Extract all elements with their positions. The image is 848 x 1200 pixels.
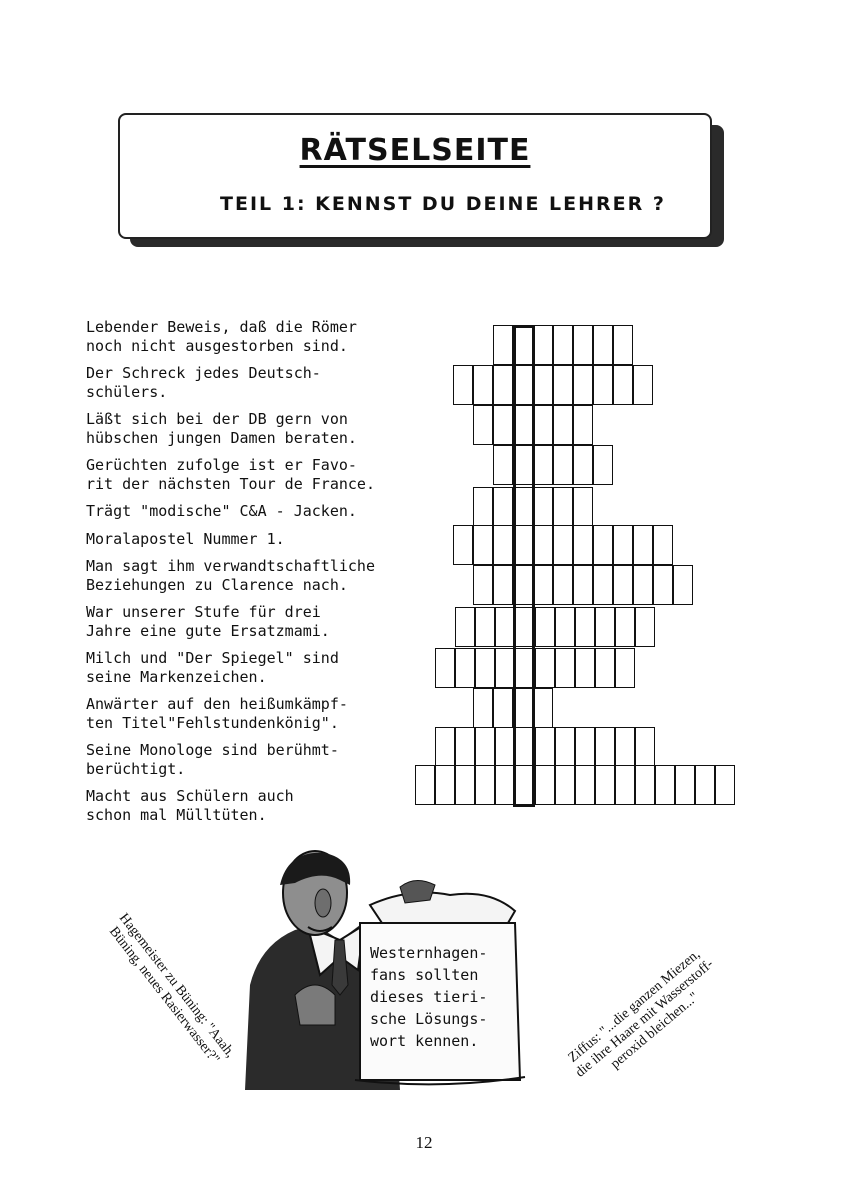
crossword-cell[interactable] bbox=[535, 765, 555, 805]
crossword-cell[interactable] bbox=[535, 648, 555, 688]
crossword-cell[interactable] bbox=[475, 648, 495, 688]
crossword-cell[interactable] bbox=[593, 445, 613, 485]
crossword-cell[interactable] bbox=[435, 765, 455, 805]
solution-column-highlight bbox=[513, 325, 535, 807]
clue-2: Der Schreck jedes Deutsch- schülers. bbox=[86, 364, 321, 401]
crossword-cell[interactable] bbox=[575, 727, 595, 767]
page-number: 12 bbox=[415, 1133, 433, 1152]
crossword-cell[interactable] bbox=[535, 727, 555, 767]
crossword-cell[interactable] bbox=[473, 565, 493, 605]
crossword-cell[interactable] bbox=[493, 487, 513, 527]
crossword-cell[interactable] bbox=[455, 727, 475, 767]
crossword-cell[interactable] bbox=[715, 765, 735, 805]
crossword-cell[interactable] bbox=[573, 487, 593, 527]
clue-1: Lebender Beweis, daß die Römer noch nicht ausgestorben sind. bbox=[86, 318, 357, 355]
crossword-cell[interactable] bbox=[473, 688, 493, 728]
title-box bbox=[118, 113, 712, 239]
page-title: RÄTSELSEITE bbox=[299, 133, 531, 168]
crossword-cell[interactable] bbox=[495, 607, 515, 647]
crossword-cell[interactable] bbox=[533, 688, 553, 728]
crossword-cell[interactable] bbox=[593, 365, 613, 405]
crossword-cell[interactable] bbox=[673, 565, 693, 605]
crossword-cell[interactable] bbox=[533, 405, 553, 445]
cartoon-scroll-text: Westernhagen- fans sollten dieses tieri- sche Lösungs- wort kennen. bbox=[370, 944, 488, 1050]
crossword-cell[interactable] bbox=[533, 565, 553, 605]
clue-8: War unserer Stufe für drei Jahre eine gute Ersatzmami. bbox=[86, 603, 330, 640]
clue-7: Man sagt ihm verwandtschaftliche Beziehungen zu Clarence nach. bbox=[86, 557, 375, 594]
clue-4: Gerüchten zufolge ist er Favo- rit der nächsten Tour de France. bbox=[86, 456, 375, 493]
crossword-cell[interactable] bbox=[613, 525, 633, 565]
crossword-cell[interactable] bbox=[555, 765, 575, 805]
crossword-cell[interactable] bbox=[553, 565, 573, 605]
crossword-cell[interactable] bbox=[415, 765, 435, 805]
crossword-cell[interactable] bbox=[595, 607, 615, 647]
crossword-cell[interactable] bbox=[455, 765, 475, 805]
clue-list bbox=[86, 318, 426, 833]
crossword-cell[interactable] bbox=[593, 565, 613, 605]
quote-left: Hagemeister zu Büning: "Aaah, Büning, neues Rasierwasser?" bbox=[106, 910, 238, 1067]
crossword-cell[interactable] bbox=[533, 365, 553, 405]
crossword-cell[interactable] bbox=[573, 405, 593, 445]
crossword-cell[interactable] bbox=[473, 487, 493, 527]
crossword-cell[interactable] bbox=[633, 565, 653, 605]
crossword-cell[interactable] bbox=[435, 648, 455, 688]
crossword-cell[interactable] bbox=[533, 445, 553, 485]
crossword-cell[interactable] bbox=[633, 525, 653, 565]
crossword-cell[interactable] bbox=[495, 765, 515, 805]
crossword-cell[interactable] bbox=[473, 365, 493, 405]
crossword-cell[interactable] bbox=[473, 405, 493, 445]
crossword-cell[interactable] bbox=[695, 765, 715, 805]
crossword-cell[interactable] bbox=[635, 727, 655, 767]
crossword-cell[interactable] bbox=[573, 525, 593, 565]
crossword-cell[interactable] bbox=[555, 607, 575, 647]
crossword-cell[interactable] bbox=[575, 765, 595, 805]
crossword-cell[interactable] bbox=[553, 325, 573, 365]
crossword-cell[interactable] bbox=[553, 365, 573, 405]
crossword-cell[interactable] bbox=[635, 765, 655, 805]
crossword-cell[interactable] bbox=[495, 727, 515, 767]
crossword-cell[interactable] bbox=[533, 487, 553, 527]
crossword-cell[interactable] bbox=[633, 365, 653, 405]
crossword-cell[interactable] bbox=[553, 405, 573, 445]
crossword-cell[interactable] bbox=[553, 525, 573, 565]
crossword-cell[interactable] bbox=[575, 648, 595, 688]
crossword-cell[interactable] bbox=[655, 765, 675, 805]
crossword-cell[interactable] bbox=[573, 365, 593, 405]
crossword-cell[interactable] bbox=[595, 648, 615, 688]
crossword-cell[interactable] bbox=[493, 688, 513, 728]
clue-6: Moralapostel Nummer 1. bbox=[86, 529, 285, 548]
crossword-cell[interactable] bbox=[495, 648, 515, 688]
crossword-cell[interactable] bbox=[533, 525, 553, 565]
crossword-cell[interactable] bbox=[615, 765, 635, 805]
crossword-cell[interactable] bbox=[573, 325, 593, 365]
crossword-cell[interactable] bbox=[493, 405, 513, 445]
crossword-cell[interactable] bbox=[595, 765, 615, 805]
crossword-cell[interactable] bbox=[653, 565, 673, 605]
clue-11: Seine Monologe sind berühmt- berüchtigt. bbox=[86, 741, 339, 778]
clue-9: Milch und "Der Spiegel" sind seine Markenzeichen. bbox=[86, 649, 339, 686]
crossword-cell[interactable] bbox=[615, 607, 635, 647]
crossword-cell[interactable] bbox=[555, 727, 575, 767]
crossword-cell[interactable] bbox=[675, 765, 695, 805]
crossword-cell[interactable] bbox=[535, 607, 555, 647]
crossword-cell[interactable] bbox=[653, 525, 673, 565]
page-subtitle: TEIL 1: KENNST DU DEINE LEHRER ? bbox=[220, 193, 666, 215]
clue-5: Trägt "modische" C&A - Jacken. bbox=[86, 502, 357, 520]
crossword-cell[interactable] bbox=[555, 648, 575, 688]
crossword-cell[interactable] bbox=[613, 365, 633, 405]
crossword-cell[interactable] bbox=[615, 648, 635, 688]
crossword-cell[interactable] bbox=[613, 565, 633, 605]
crossword-cell[interactable] bbox=[493, 365, 513, 405]
crossword-cell[interactable] bbox=[573, 445, 593, 485]
crossword-cell[interactable] bbox=[613, 325, 633, 365]
crossword-cell[interactable] bbox=[553, 487, 573, 527]
clue-10: Anwärter auf den heißumkämpf- ten Titel"Fehlstundenkönig". bbox=[86, 695, 348, 732]
clue-3: Läßt sich bei der DB gern von hübschen jungen Damen beraten. bbox=[86, 410, 357, 447]
crossword-cell[interactable] bbox=[475, 727, 495, 767]
crossword-cell[interactable] bbox=[455, 648, 475, 688]
crossword-cell[interactable] bbox=[635, 607, 655, 647]
crossword-cell[interactable] bbox=[455, 607, 475, 647]
clue-12: Macht aus Schülern auch schon mal Mülltüten. bbox=[86, 787, 294, 824]
crossword-cell[interactable] bbox=[475, 607, 495, 647]
crossword-cell[interactable] bbox=[593, 325, 613, 365]
crossword-cell[interactable] bbox=[595, 727, 615, 767]
crossword-cell[interactable] bbox=[475, 765, 495, 805]
crossword-cell[interactable] bbox=[575, 607, 595, 647]
quote-right: Ziffus: "...die ganzen Miezen, die ihre Haare mit Wasserstoff- peroxid bleichen..." bbox=[565, 947, 717, 1081]
crossword-cell[interactable] bbox=[593, 525, 613, 565]
crossword-cell[interactable] bbox=[493, 445, 513, 485]
crossword-cell[interactable] bbox=[573, 565, 593, 605]
crossword-cell[interactable] bbox=[533, 325, 553, 365]
crossword-cell[interactable] bbox=[493, 325, 513, 365]
crossword-cell[interactable] bbox=[435, 727, 455, 767]
crossword-cell[interactable] bbox=[473, 525, 493, 565]
crossword-cell[interactable] bbox=[453, 365, 473, 405]
crossword-cell[interactable] bbox=[553, 445, 573, 485]
crossword-cell[interactable] bbox=[493, 525, 513, 565]
crossword-cell[interactable] bbox=[453, 525, 473, 565]
crossword-cell[interactable] bbox=[493, 565, 513, 605]
crossword-cell[interactable] bbox=[615, 727, 635, 767]
